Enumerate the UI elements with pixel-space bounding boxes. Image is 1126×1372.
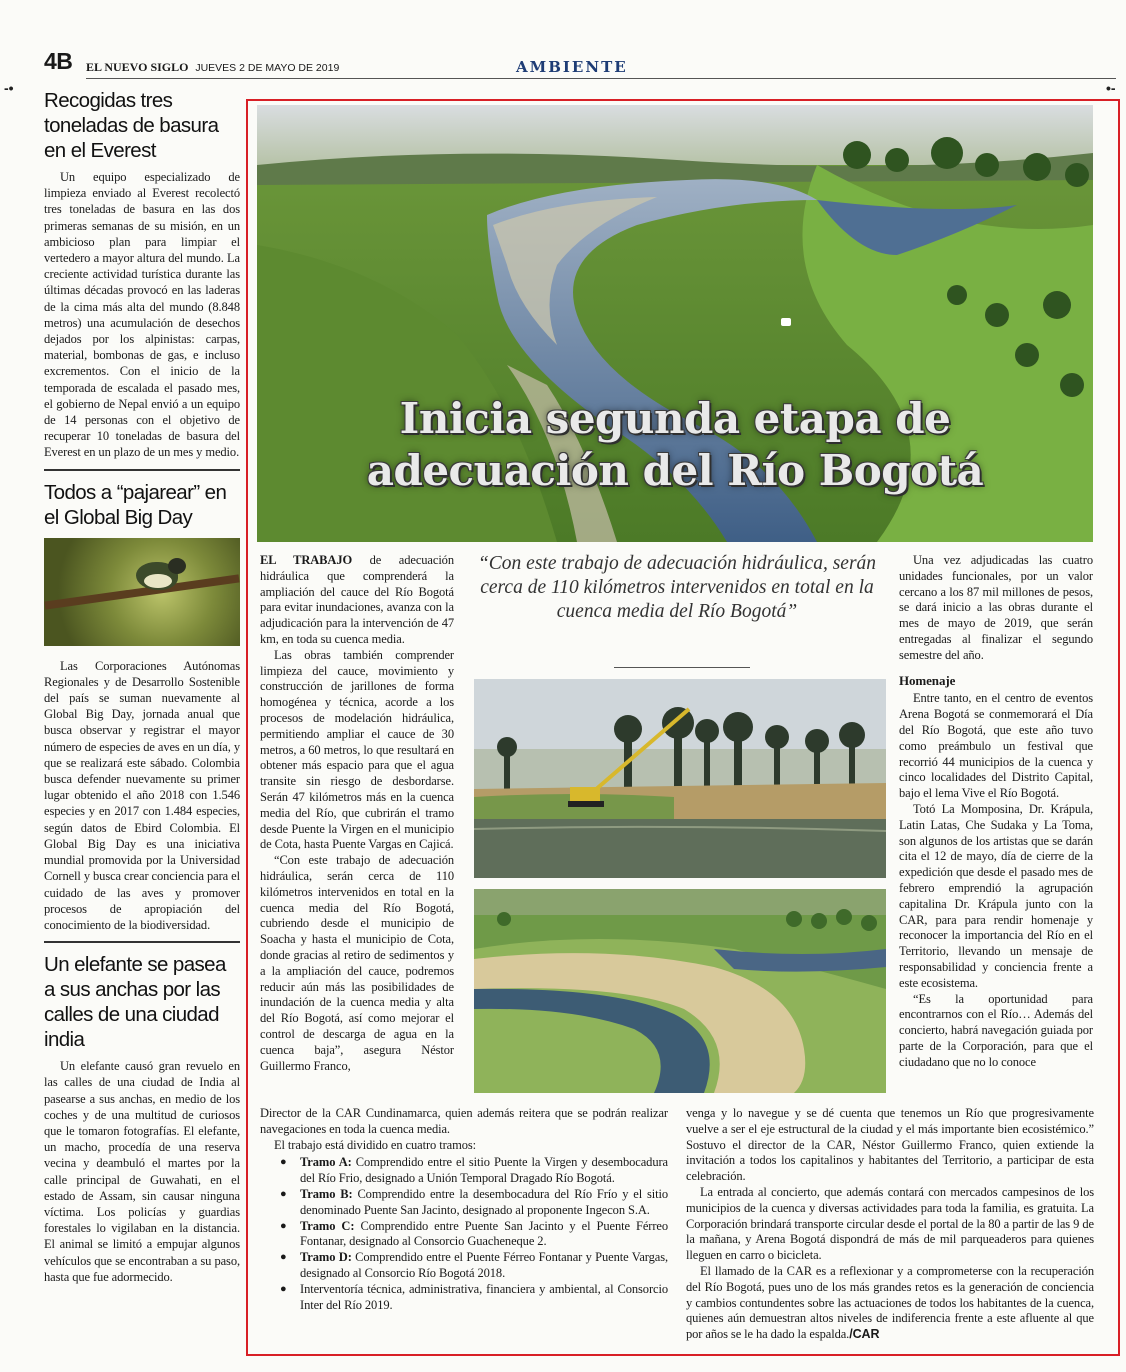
sidebar-story-title: Un elefante se pasea a sus anchas por las calles de una ciudad india xyxy=(44,953,226,1052)
page-number: 4B xyxy=(44,48,73,74)
paragraph: Una vez adjudicadas las cuatro unidades funcionales, por un valor cercano a los 87 mil millones de pesos, se dará inicio a las obras durante el mes de mayo de 2019, que serán entregadas al finalizar el segundo semestre del año. xyxy=(899,553,1093,662)
article-column-1 xyxy=(260,553,454,1074)
sidebar-story-title: Recogidas tres toneladas de basura en el Everest xyxy=(44,89,219,162)
sidebar-column xyxy=(44,88,240,1285)
paragraph: “Es la oportunidad para encontrarnos con el Río… Además del concierto, habrá navegación guiada por parte de la Corporación, para que el ciudadano que no lo conoce xyxy=(899,991,1093,1069)
sidebar-story-body: Un elefante causó gran revuelo en las calles de una ciudad de India al pasearse a sus anchas, en medio de los coches y de una multitud de curiosos que le tomaron fotografías. El elefante, un macho, procedía de una reserva vecina y deambuló el martes por la calle principal de Guwahati, en el estado de Assam, sin causar ninguna víctima. Los policías y guardias forestales lo vigilaban en la distancia. El animal se limitó a empujar algunos vehículos que se encontraban a su paso, hasta que fue adormecido. xyxy=(44,1059,240,1284)
earthworks-photo xyxy=(474,889,886,1093)
signature: /CAR xyxy=(849,1327,880,1342)
article-body-lower-right xyxy=(686,1106,1094,1343)
article-headline xyxy=(257,393,1093,497)
article-column-3 xyxy=(899,553,1093,1071)
pull-quote: “Con este trabajo de adecuación hidráulica, serán cerca de 110 kilómetros intervenidos en total en la cuenca media del Río Bogotá” xyxy=(477,553,877,622)
newspaper-name: EL NUEVO SIGLO xyxy=(86,60,189,74)
bird-photo xyxy=(44,538,240,646)
paragraph: venga y lo navegue y se dé cuenta que tenemos un Río que progresivamente vuelve a ser el eje estructural de la ciudad y el más importante bien ecosistémico.” Sostuvo el director de la CAR, Néstor Guillermo Franco, quien extiende la invitación a todos los capitalinos y habitantes del Territorio, a participar de esta celebración. xyxy=(686,1106,1094,1184)
masthead xyxy=(86,60,339,75)
margin-mark: •- xyxy=(1106,80,1116,96)
section-title: AMBIENTE xyxy=(516,58,628,76)
headline-line-2: adecuación del Río Bogotá xyxy=(366,446,984,495)
dredging-photo xyxy=(474,679,886,878)
subheading: Homenaje xyxy=(899,672,956,688)
article-body-lower-left xyxy=(260,1106,668,1313)
list-item: ● Tramo B: Comprendido entre la desembocadura del Río Frío y el sitio denominado Puente San Jacinto, designado al proponente Ingecon S.A. xyxy=(260,1187,668,1219)
list-item: ● Tramo C: Comprendido entre Puente San Jacinto y el Puente Férreo Fontanar, designado al Consorcio Guacheneque 2. xyxy=(260,1219,668,1251)
paragraph: Totó La Momposina, Dr. Krápula, Latin Latas, Che Sudaka y La Toma, son algunos de los artistas que se darán cita el 12 de mayo, día de cierre de la expedición que desde el pasado mes de febrero emprendió la agrupación capitalina Dr. Krápula junto con la CAR, para para rendir homenaje y reconocer la importancia del Río en el Territorio, llevando un mensaje de responsabilidad y conciencia frente a este ecosistema. xyxy=(899,801,1093,990)
list-item: ● Tramo D: Comprendido entre el Puente Férreo Fontanar y Puente Vargas, designado al Consorcio Río Bogotá 2018. xyxy=(260,1250,668,1282)
headline-line-1: Inicia segunda etapa de xyxy=(399,394,951,443)
margin-mark: -• xyxy=(4,80,14,96)
paragraph: El trabajo está dividido en cuatro tramos: xyxy=(274,1137,476,1152)
lead-in: EL TRABAJO xyxy=(260,553,353,567)
paragraph: La entrada al concierto, que además contará con mercados campesinos de los municipios de la cuenca y diversas actividades para toda la familia, es gratuita. La Corporación brindará transporte circular desde el portal de la 80 a partir de las 9 de la mañana, y Arena Bogotá dispondrá de más de mil parqueaderos para quienes lleguen en carro o bicicleta. xyxy=(686,1184,1094,1263)
sidebar-story-title: Todos a “pajarear” en el Global Big Day xyxy=(44,480,227,529)
tramos-list xyxy=(260,1155,668,1313)
sidebar-story-body: Las Corporaciones Autónomas Regionales y de Desarrollo Sostenible del país se suman nuevamente al Global Big Day, jornada anual que busca observar y registrar el mayor número de especies de aves en un día, y que se realizará este sábado. Colombia busca defender nuevamente su primer lugar obtenido el año 2018 con 1.546 especies y en 2017 con 1.484 especies, según datos de Ebird Colombia. El Global Big Day es una iniciativa mundial promovida por la Universidad Cornell y busca crear conciencia para el cuidado de las aves y promover procesos de apropiación del conocimiento de la biodiversidad. xyxy=(44,658,240,932)
paragraph: Entre tanto, en el centro de eventos Arena Bogotá se conmemorará el Día del Río Bogotá, que este año tuvo como preámbulo un festival que recorrió 44 municipios de la cuenca y cinco localidades del Distrito Capital, bajo el lema Vive el Río Bogotá. xyxy=(899,691,1093,801)
list-item: ● Tramo A: Comprendido entre el sitio Puente la Virgen y desembocadura del Río Frio, designado a Unión Temporal Dragado Río Bogotá. xyxy=(260,1155,668,1187)
quote-rule xyxy=(614,667,750,668)
paragraph: El llamado de la CAR es a reflexionar y a comprometerse con la recuperación del Río Bogotá, pues uno de los más grandes retos es la generación de conciencia y cambios contundentes sobre las actuaciones de todos los habitantes de la cuenca, quienes aún demuestran altos niveles de indiferencia frente a este afluente al que por años se le ha dado la espalda./CAR xyxy=(686,1263,1094,1342)
list-item: ● Interventoría técnica, administrativa, financiera y ambiental, al Consorcio Inter del Río 2019. xyxy=(260,1282,668,1314)
divider xyxy=(44,469,240,471)
header-rule xyxy=(86,78,1116,79)
paragraph: “Con este trabajo de adecuación hidráulica, serán cerca de 110 kilómetros intervenidos en total en la cuenca media del Río Bogotá, cubriendo desde el municipio de Soacha y hasta el municipio de Cota, donde gracias al retiro de sedimentos y a la ampliación del cauce, podremos reducir aún más las posibilidades de inundación de la cuenca media y alta del Río Bogotá, así como mejorar el control de descarga de agua en la cuenca baja”, asegura Néstor Guillermo Franco, xyxy=(260,853,454,1073)
paragraph: Director de la CAR Cundinamarca, quien además reitera que se podrán realizar navegaciones en toda la cuenca media. xyxy=(260,1106,668,1136)
paragraph: de adecuación hidráulica que comprenderá la ampliación del cauce del Río Bogotá para evitar inundaciones, avanza con la adjudicación para la intervención de 47 km, en toda su cuenca media. xyxy=(260,553,454,646)
issue-date: JUEVES 2 DE MAYO DE 2019 xyxy=(195,62,340,74)
river-aerial-photo xyxy=(257,105,1093,542)
divider xyxy=(44,941,240,943)
paragraph: Las obras también comprender limpieza del cauce, movimiento y construcción de jarillones de forma homogénea y técnica, acorde a los procesos de modelación hidráulica, permitiendo ampliar el cauce de 30 metros, a 60 metros, lo que resultará en obtener más espacio para que el agua transite sin riesgo de desbordarse. Serán 47 kilómetros más en la cuenca media del Río, que cubrirán el tramo desde Puente la Virgen en el municipio de Cota, hasta Puente Vargas en Cajicá. xyxy=(260,647,454,852)
sidebar-story-body: Un equipo especializado de limpieza enviado al Everest recolectó tres toneladas de basura en las dos primeras semanas de su misión, en un ambicioso plan para limpiar el vertedero a mayor altura del mundo. La creciente actividad turística durante las últimas décadas provocó en las laderas de la cima más alta del mundo (8.848 metros) una acumulación de desechos dejados por los alpinistas: carpas, material, bombonas de gas, e incluso excrementos. Con el inicio de la temporada de escalada el pasado mes, el gobierno de Nepal envió a un equipo de 14 personas con el objetivo de recuperar 10 toneladas de basura del Everest en un plazo de un mes y medio. xyxy=(44,170,240,460)
